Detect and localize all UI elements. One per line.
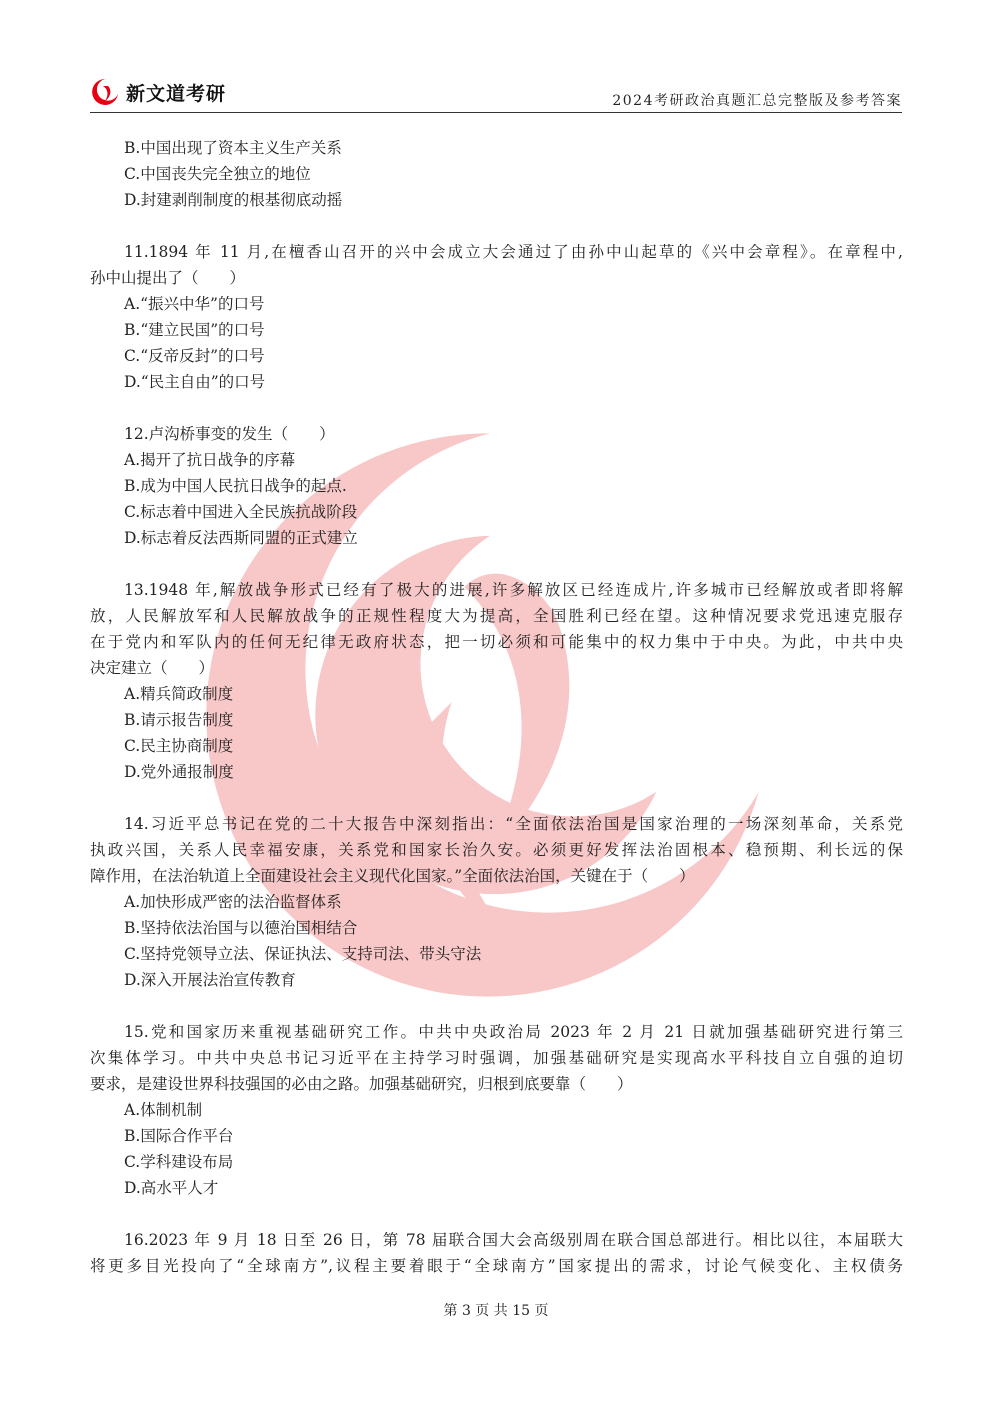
question-15 (90, 1019, 903, 1201)
option-b: B.坚持依法治国与以德治国相结合 (124, 919, 358, 937)
question-stem: 13.1948 年,解放战争形式已经有了极大的进展,许多解放区已经连成片,许多城市已经解放或者即将解 (124, 581, 903, 599)
question-14 (90, 811, 903, 993)
option-10-b: B.中国出现了资本主义生产关系 (124, 139, 342, 157)
question-stem: 决定建立（ ） (90, 659, 215, 677)
option-10-c: C.中国丧失完全独立的地位 (124, 165, 311, 183)
question-stem: 12.卢沟桥事变的发生（ ） (124, 425, 335, 443)
question-stem: 障作用，在法治轨道上全面建设社会主义现代化国家。”全面依法治国，关键在于（ ） (90, 867, 695, 885)
option-a: A.揭开了抗日战争的序幕 (124, 451, 296, 469)
phoenix-logo-icon (90, 77, 120, 107)
option-b: B.“建立民国”的口号 (124, 321, 265, 339)
question-10-options (90, 135, 903, 213)
option-d: D.“民主自由”的口号 (124, 373, 266, 391)
question-stem: 放，人民解放军和人民解放战争的正规性程度大为提高，全国胜利已经在望。这种情况要求党迅速克服存 (90, 607, 903, 625)
question-content (90, 135, 903, 1279)
brand-name: 新文道考研 (126, 82, 227, 105)
question-13 (90, 577, 903, 785)
header-divider (90, 112, 902, 113)
question-stem: 执政兴国，关系人民幸福安康，关系党和国家长治久安。必须更好发挥法治固根本、稳预期、利长远的保 (90, 841, 903, 859)
document-title: 2024考研政治真题汇总完整版及参考答案 (612, 93, 902, 109)
option-c: C.民主协商制度 (124, 737, 234, 755)
option-c: C.标志着中国进入全民族抗战阶段 (124, 503, 358, 521)
question-stem: 要求，是建设世界科技强国的必由之路。加强基础研究，归根到底要靠（ ） (90, 1075, 633, 1093)
option-d: D.标志着反法西斯同盟的正式建立 (124, 529, 358, 547)
option-d: D.深入开展法治宣传教育 (124, 971, 296, 989)
option-b: B.请示报告制度 (124, 711, 234, 729)
question-stem: 孙中山提出了（ ） (90, 269, 246, 287)
option-c: C.坚持党领导立法、保证执法、支持司法、带头守法 (124, 945, 482, 963)
question-stem: 16.2023 年 9 月 18 日至 26 日，第 78 届联合国大会高级别周在联合国总部进行。相比以往，本届联大 (124, 1231, 903, 1249)
page-number: 第 3 页 共 15 页 (443, 1303, 549, 1319)
option-a: A.“振兴中华”的口号 (124, 295, 265, 313)
question-stem: 14.习近平总书记在党的二十大报告中深刻指出：“全面依法治国是国家治理的一场深刻革命，关系党 (124, 815, 903, 833)
question-stem: 15.党和国家历来重视基础研究工作。中共中央政治局 2023 年 2 月 21 日就加强基础研究进行第三 (124, 1023, 903, 1041)
brand-logo (90, 74, 226, 110)
question-stem: 11.1894 年 11 月,在檀香山召开的兴中会成立大会通过了由孙中山起草的《兴中会章程》。在章程中, (124, 243, 903, 261)
question-stem: 将更多目光投向了“全球南方”,议程主要着眼于“全球南方”国家提出的需求，讨论气候变化、主权债务 (90, 1257, 903, 1275)
question-16 (90, 1227, 903, 1279)
option-a: A.精兵简政制度 (124, 685, 234, 703)
question-11 (90, 239, 903, 395)
option-d: D.党外通报制度 (124, 763, 234, 781)
option-10-d: D.封建剥削制度的根基彻底动摇 (124, 191, 343, 209)
option-c: C.学科建设布局 (124, 1153, 234, 1171)
option-b: B.成为中国人民抗日战争的起点. (124, 477, 347, 495)
question-stem: 次集体学习。中共中央总书记习近平在主持学习时强调，加强基础研究是实现高水平科技自立自强的迫切 (90, 1049, 903, 1067)
question-stem: 在于党内和军队内的任何无纪律无政府状态，把一切必须和可能集中的权力集中于中央。为此，中共中央 (90, 633, 903, 651)
option-b: B.国际合作平台 (124, 1127, 234, 1145)
option-a: A.体制机制 (124, 1101, 203, 1119)
option-c: C.“反帝反封”的口号 (124, 347, 265, 365)
option-d: D.高水平人才 (124, 1179, 219, 1197)
question-12 (90, 421, 903, 551)
page-header (90, 70, 902, 114)
option-a: A.加快形成严密的法治监督体系 (124, 893, 342, 911)
